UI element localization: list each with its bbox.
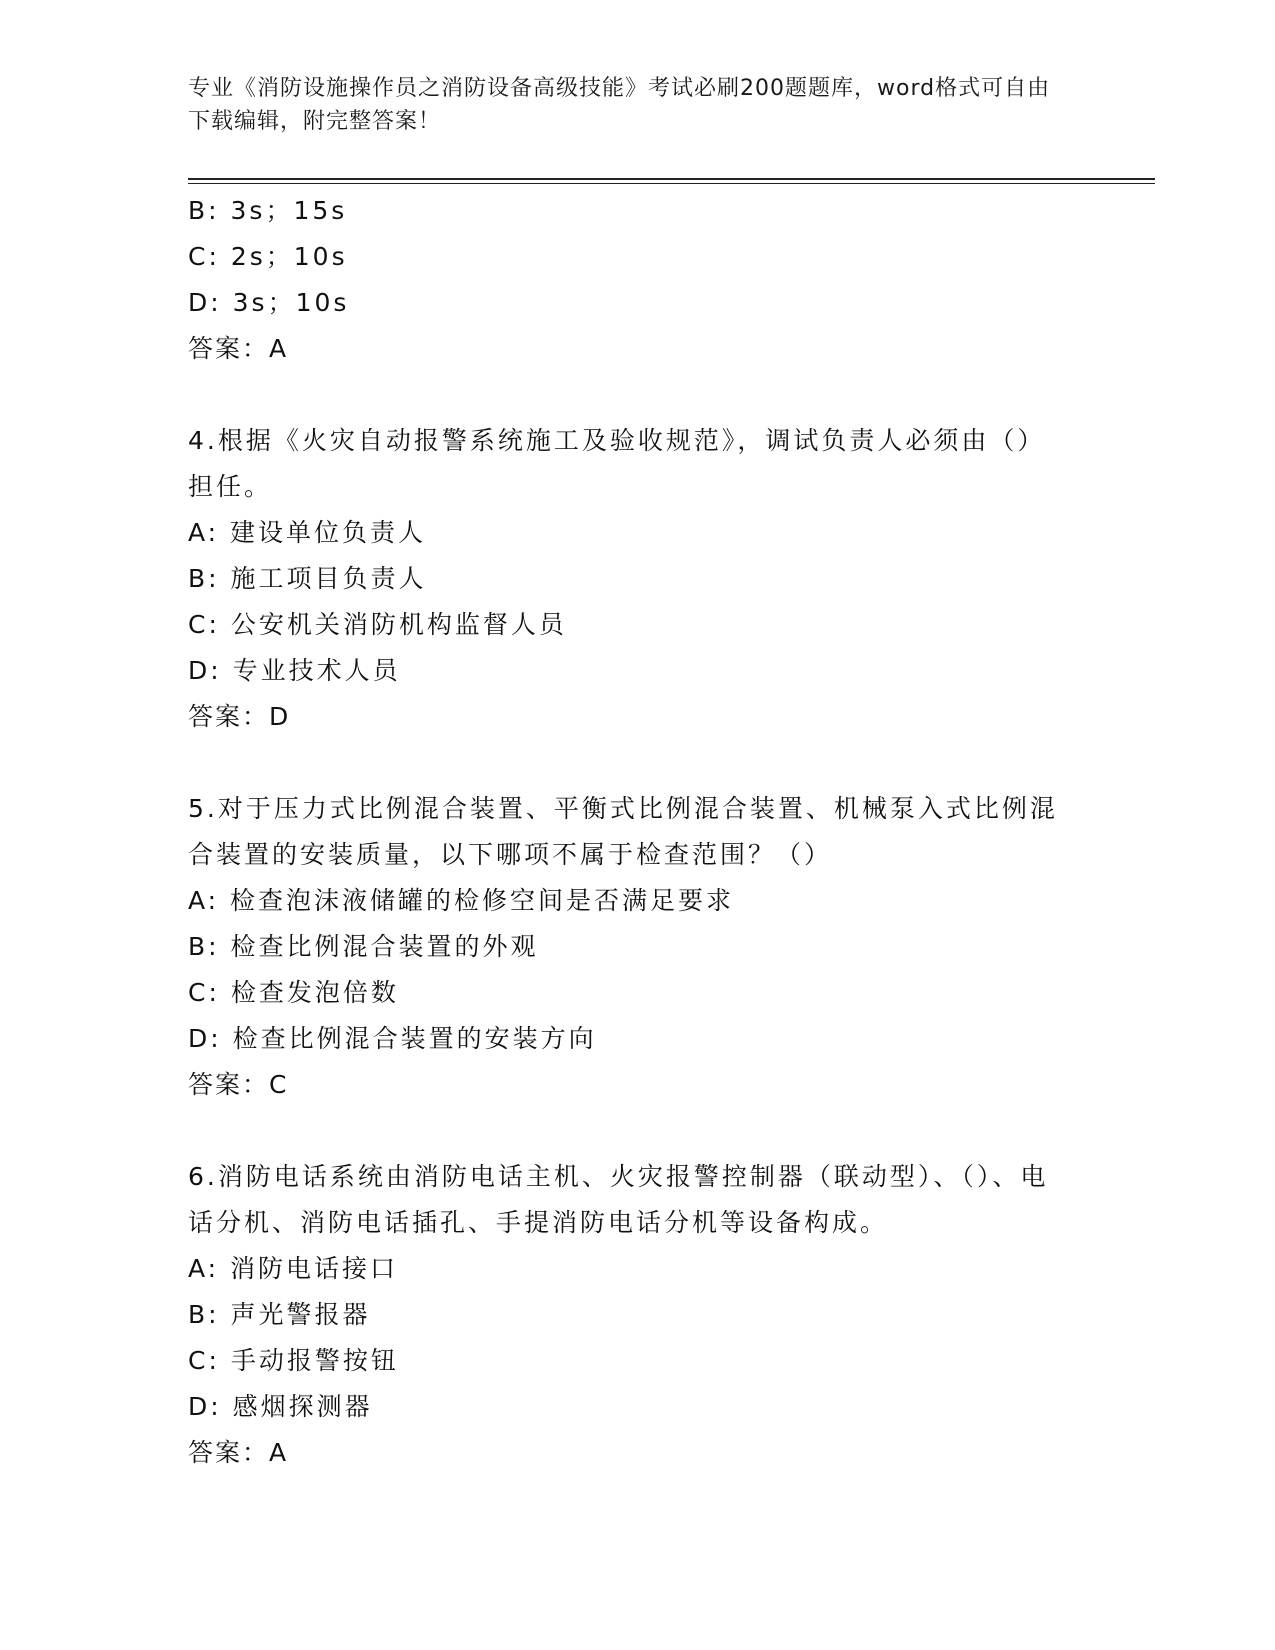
option-a bbox=[188, 1246, 1068, 1292]
option-d bbox=[188, 280, 1068, 326]
answer-line bbox=[188, 694, 1068, 740]
header-divider-thin bbox=[188, 183, 1155, 184]
option-letter: C: bbox=[188, 978, 220, 1007]
option-letter: D: bbox=[188, 1392, 222, 1421]
answer-value: A bbox=[269, 334, 288, 363]
header-divider-thick bbox=[188, 178, 1155, 180]
option-a bbox=[188, 878, 1068, 924]
question-5 bbox=[188, 786, 1068, 1108]
spacer bbox=[188, 740, 1068, 786]
option-letter: B: bbox=[188, 196, 220, 225]
option-letter: C: bbox=[188, 242, 220, 271]
option-text: 检查发泡倍数 bbox=[230, 978, 399, 1007]
option-text: 感烟探测器 bbox=[232, 1392, 373, 1421]
option-b bbox=[188, 188, 1068, 234]
answer-line bbox=[188, 326, 1068, 372]
answer-label: 答案： bbox=[188, 334, 270, 363]
option-a bbox=[188, 510, 1068, 556]
option-text: 消防电话接口 bbox=[230, 1254, 399, 1283]
spacer bbox=[188, 372, 1068, 418]
option-b bbox=[188, 1292, 1068, 1338]
option-text: 声光警报器 bbox=[230, 1300, 371, 1329]
option-letter: D: bbox=[188, 288, 222, 317]
option-letter: A: bbox=[188, 886, 220, 915]
question-stem: 4.根据《火灾自动报警系统施工及验收规范》，调试负责人必须由（）担任。 bbox=[188, 426, 1046, 501]
option-letter: B: bbox=[188, 564, 220, 593]
option-letter: A: bbox=[188, 518, 220, 547]
option-letter: B: bbox=[188, 932, 220, 961]
option-c bbox=[188, 970, 1068, 1016]
answer-label: 答案： bbox=[188, 1070, 270, 1099]
option-c bbox=[188, 602, 1068, 648]
answer-value: A bbox=[269, 1438, 288, 1467]
header-title: 专业《消防设施操作员之消防设备高级技能》考试必刷200题题库，word格式可自由下载编辑，附完整答案！ bbox=[188, 76, 1051, 134]
option-b bbox=[188, 556, 1068, 602]
answer-line bbox=[188, 1062, 1068, 1108]
option-d bbox=[188, 1016, 1068, 1062]
question-stem: 6.消防电话系统由消防电话主机、火灾报警控制器（联动型）、（）、电话分机、消防电话插孔、手提消防电话分机等设备构成。 bbox=[188, 1162, 1049, 1237]
option-letter: A: bbox=[188, 1254, 220, 1283]
option-letter: C: bbox=[188, 610, 220, 639]
option-text: 施工项目负责人 bbox=[230, 564, 427, 593]
page-header bbox=[188, 72, 1068, 138]
question-stem: 5.对于压力式比例混合装置、平衡式比例混合装置、机械泵入式比例混合装置的安装质量，以下哪项不属于检查范围？（） bbox=[188, 794, 1058, 869]
option-text: 2s；10s bbox=[230, 242, 348, 271]
option-text: 检查比例混合装置的安装方向 bbox=[232, 1024, 597, 1053]
option-text: 检查比例混合装置的外观 bbox=[230, 932, 539, 961]
question-4 bbox=[188, 418, 1068, 740]
answer-value: C bbox=[269, 1070, 288, 1099]
option-b bbox=[188, 924, 1068, 970]
spacer bbox=[188, 1108, 1068, 1154]
option-letter: B: bbox=[188, 1300, 220, 1329]
question-3-continuation bbox=[188, 188, 1068, 372]
option-text: 检查泡沫液储罐的检修空间是否满足要求 bbox=[230, 886, 735, 915]
question-content bbox=[188, 188, 1068, 1476]
option-text: 3s；10s bbox=[232, 288, 350, 317]
option-text: 建设单位负责人 bbox=[230, 518, 427, 547]
option-letter: C: bbox=[188, 1346, 220, 1375]
option-letter: D: bbox=[188, 656, 222, 685]
option-text: 手动报警按钮 bbox=[230, 1346, 399, 1375]
answer-line bbox=[188, 1430, 1068, 1476]
option-d bbox=[188, 648, 1068, 694]
answer-label: 答案： bbox=[188, 702, 270, 731]
option-d bbox=[188, 1384, 1068, 1430]
answer-value: D bbox=[269, 702, 290, 731]
option-text: 3s；15s bbox=[230, 196, 348, 225]
option-letter: D: bbox=[188, 1024, 222, 1053]
question-6 bbox=[188, 1154, 1068, 1476]
option-text: 公安机关消防机构监督人员 bbox=[230, 610, 567, 639]
answer-label: 答案： bbox=[188, 1438, 270, 1467]
option-text: 专业技术人员 bbox=[232, 656, 401, 685]
option-c bbox=[188, 234, 1068, 280]
option-c bbox=[188, 1338, 1068, 1384]
